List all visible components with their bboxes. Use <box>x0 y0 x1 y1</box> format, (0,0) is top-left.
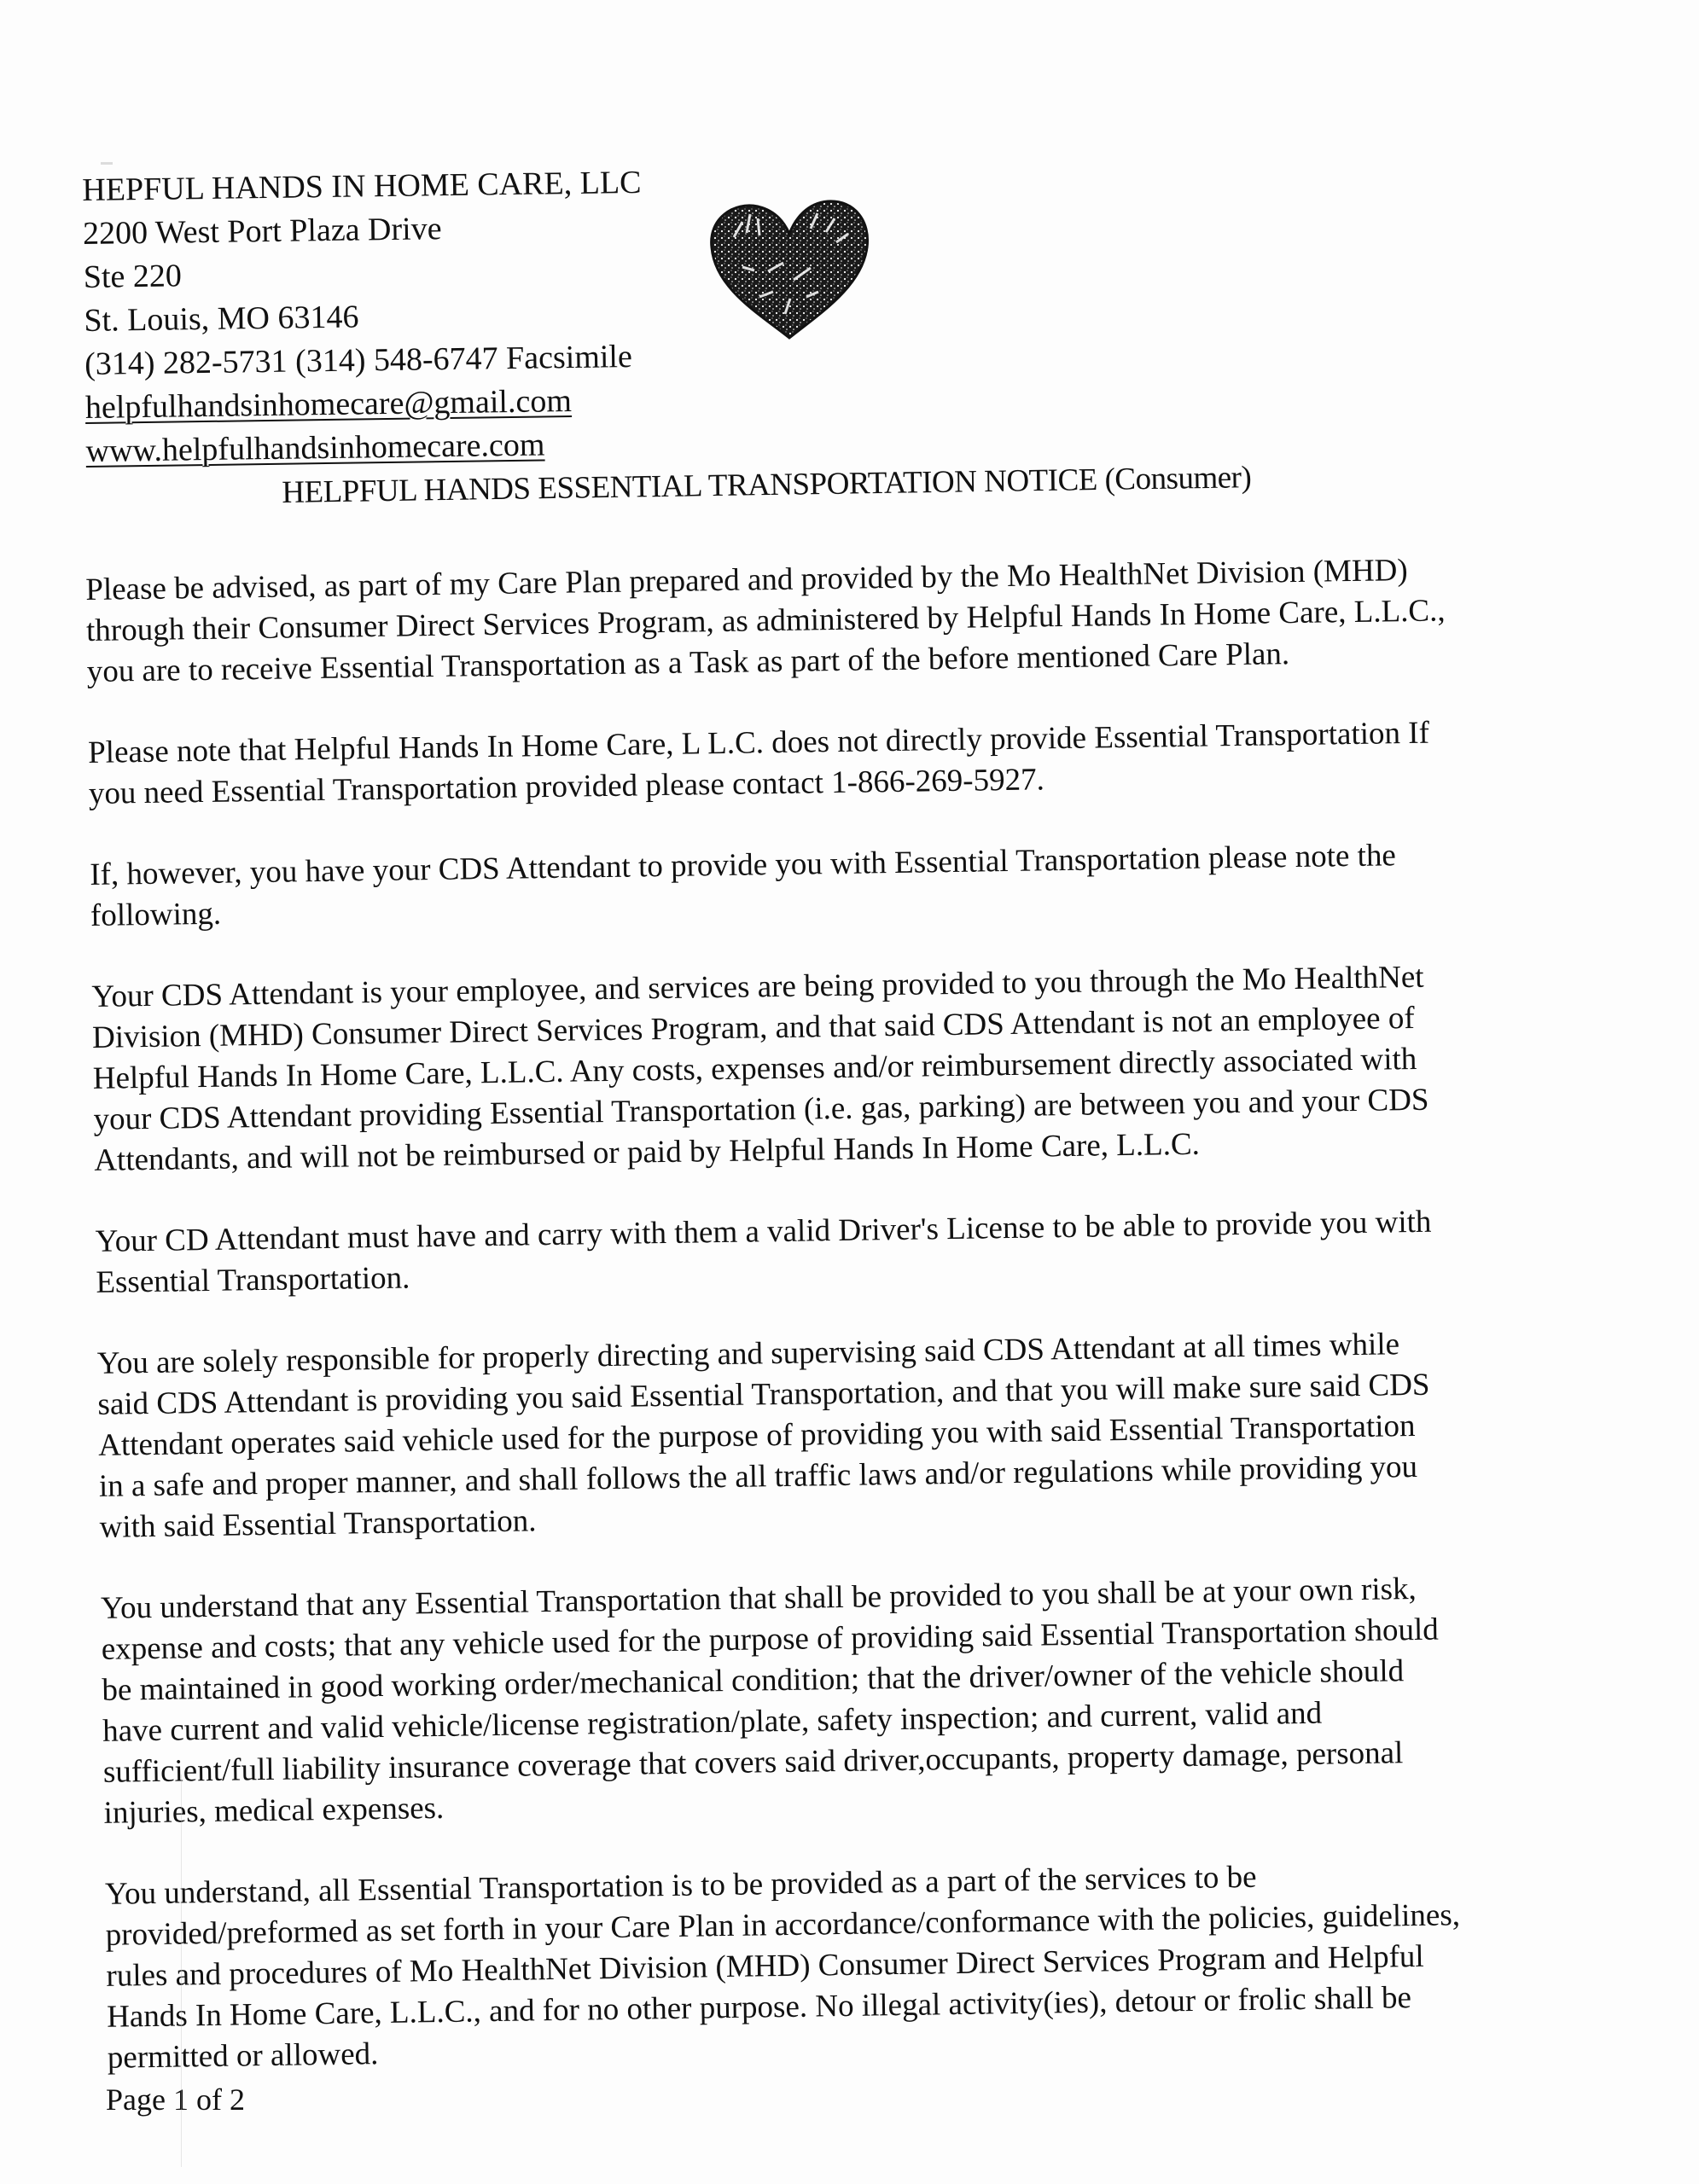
page-title: HELPFUL HANDS ESSENTIAL TRANSPORTATION NOTICE (Consumer) <box>282 460 1252 510</box>
phone-fax: (314) 282-5731 (314) 548-6747 Facsimile <box>84 339 633 382</box>
address-line-2: Ste 220 <box>83 258 183 295</box>
scan-artifact-line <box>181 1774 182 2167</box>
paragraph-supervision: You are solely responsible for properly directing and supervising said CDS Attendant at all times while said CDS Attendant is providing you said Essential Transportation, and that you will make sure said CDS Attendant operates said vehicle used for the purpose of providing you with said Essential Transportation in a safe and proper manner, and shall follows the all traffic laws and/or regulations while providing you with said Essential Transportation. <box>96 1327 1430 1545</box>
email-link[interactable]: helpfulhandsinhomecare@gmail.com <box>84 383 573 426</box>
letterhead <box>82 161 645 473</box>
notice-body <box>85 549 1559 2119</box>
paragraph-risk-insurance: You understand that any Essential Transportation that shall be provided to you shall be at your own risk, expense and costs; that any vehicle used for the purpose of providing said Essential Transportation should be maintained in good working order/mechanical condition; that the driver/owner of the vehicle should have current and valid vehicle/license registration/plate, safety inspection; and current, valid and sufficient/full liability insurance coverage that covers said driver,occupants, property damage, personal injuries, medical expenses. <box>100 1571 1439 1831</box>
heart-of-hands-icon <box>700 195 879 348</box>
paragraph-employee-status: Your CDS Attendant is your employee, and services are being provided to you through the Mo HealthNet Division (MHD) Consumer Direct Services Program, and that said CDS Attendant is not an employee of Helpful Hands In Home Care, L.L.C. Any costs, expenses and/or reimbursement directly associated with your CDS Attendant providing Essential Transportation (i.e. gas, parking) are between you and your CDS Attendants, and will not be reimbursed or paid by Helpful Hands In Home Care, L.L.C. <box>91 959 1429 1178</box>
website-link[interactable]: www.helpfulhandsinhomecare.com <box>85 427 545 469</box>
paragraph-not-provided: Please note that Helpful Hands In Home Care, L L.C. does not directly provide Essential Transportation If you need Essential Transportation provided please contact 1-866-269-5927. <box>87 715 1430 811</box>
city-state-zip: St. Louis, MO 63146 <box>84 299 359 339</box>
paragraph-drivers-license: Your CD Attendant must have and carry with them a valid Driver's License to be able to provide you with Essential Transportation. <box>95 1204 1432 1300</box>
scan-artifact-dot <box>101 162 113 165</box>
paragraph-cds-attendant-intro: If, however, you have your CDS Attendant to provide you with Essential Transportation please note the following. <box>89 838 1397 933</box>
page-number: Page 1 of 2 <box>106 2082 245 2117</box>
paragraph-care-plan: Please be advised, as part of my Care Plan prepared and provided by the Mo HealthNet Division (MHD) through their Consumer Direct Services Program, as administered by Helpful Hands In Home Care, L.L.C., you are to receive Essential Transportation as a Task as part of the before mentioned Care Plan. <box>85 553 1446 689</box>
paragraph-purpose: You understand, all Essential Transportation is to be provided as a part of the services to be provided/preformed as set forth in your Care Plan in accordance/conformance with the policies, guidelines, rules and procedures of Mo HealthNet Division (MHD) Consumer Direct Services Program and Helpful Hands In Home Care, L.L.C., and for no other purpose. No illegal activity(ies), detour or frolic shall be permitted or allowed. <box>104 1859 1461 2076</box>
company-name: HEPFUL HANDS IN HOME CARE, LLC <box>82 164 642 208</box>
address-line-1: 2200 West Port Plaza Drive <box>82 211 442 252</box>
